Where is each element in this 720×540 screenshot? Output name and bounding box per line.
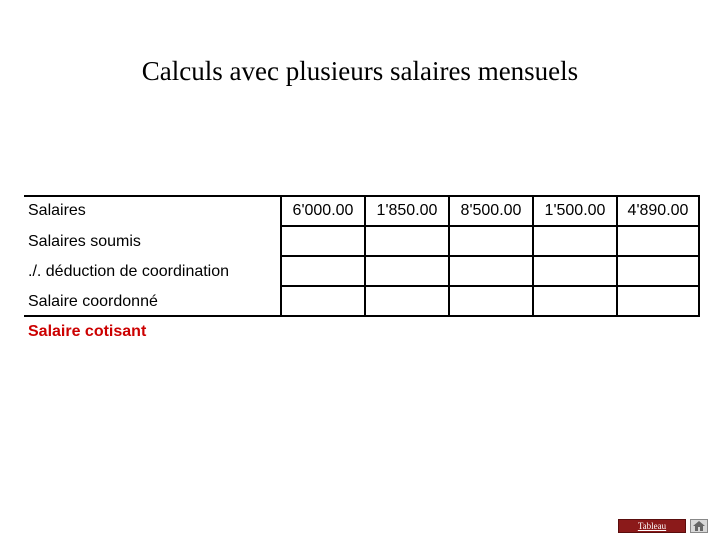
empty-cell bbox=[280, 285, 364, 315]
empty-cell bbox=[448, 255, 532, 285]
salary-table bbox=[280, 197, 700, 315]
table-row bbox=[280, 285, 700, 315]
row-label-salaires: Salaires bbox=[28, 202, 86, 219]
salary-cell: 1'500.00 bbox=[532, 197, 616, 227]
row-label-deduction-coordination: ./. déduction de coordination bbox=[28, 263, 230, 280]
table-row bbox=[280, 197, 700, 227]
tableau-button[interactable]: Tableau bbox=[618, 519, 686, 533]
empty-cell bbox=[532, 227, 616, 255]
empty-cell bbox=[280, 227, 364, 255]
empty-cell bbox=[364, 227, 448, 255]
row-label-salaire-cotisant: Salaire cotisant bbox=[28, 323, 147, 340]
empty-cell bbox=[616, 255, 700, 285]
empty-cell bbox=[616, 285, 700, 315]
row-label-salaire-coordonne: Salaire coordonné bbox=[28, 293, 158, 310]
empty-cell bbox=[532, 255, 616, 285]
home-icon bbox=[693, 521, 705, 531]
salary-cell: 1'850.00 bbox=[364, 197, 448, 227]
salary-cell: 8'500.00 bbox=[448, 197, 532, 227]
row-label-salaires-soumis: Salaires soumis bbox=[28, 233, 141, 250]
salary-cell: 6'000.00 bbox=[280, 197, 364, 227]
page-title: Calculs avec plusieurs salaires mensuels bbox=[141, 56, 579, 86]
table-row bbox=[280, 227, 700, 255]
table-row bbox=[280, 255, 700, 285]
empty-cell bbox=[616, 227, 700, 255]
empty-cell bbox=[532, 285, 616, 315]
home-button[interactable] bbox=[690, 519, 708, 533]
empty-cell bbox=[364, 255, 448, 285]
empty-cell bbox=[448, 285, 532, 315]
empty-cell bbox=[448, 227, 532, 255]
salary-cell: 4'890.00 bbox=[616, 197, 700, 227]
empty-cell bbox=[280, 255, 364, 285]
empty-cell bbox=[364, 285, 448, 315]
table-bottom-rule bbox=[24, 315, 700, 317]
